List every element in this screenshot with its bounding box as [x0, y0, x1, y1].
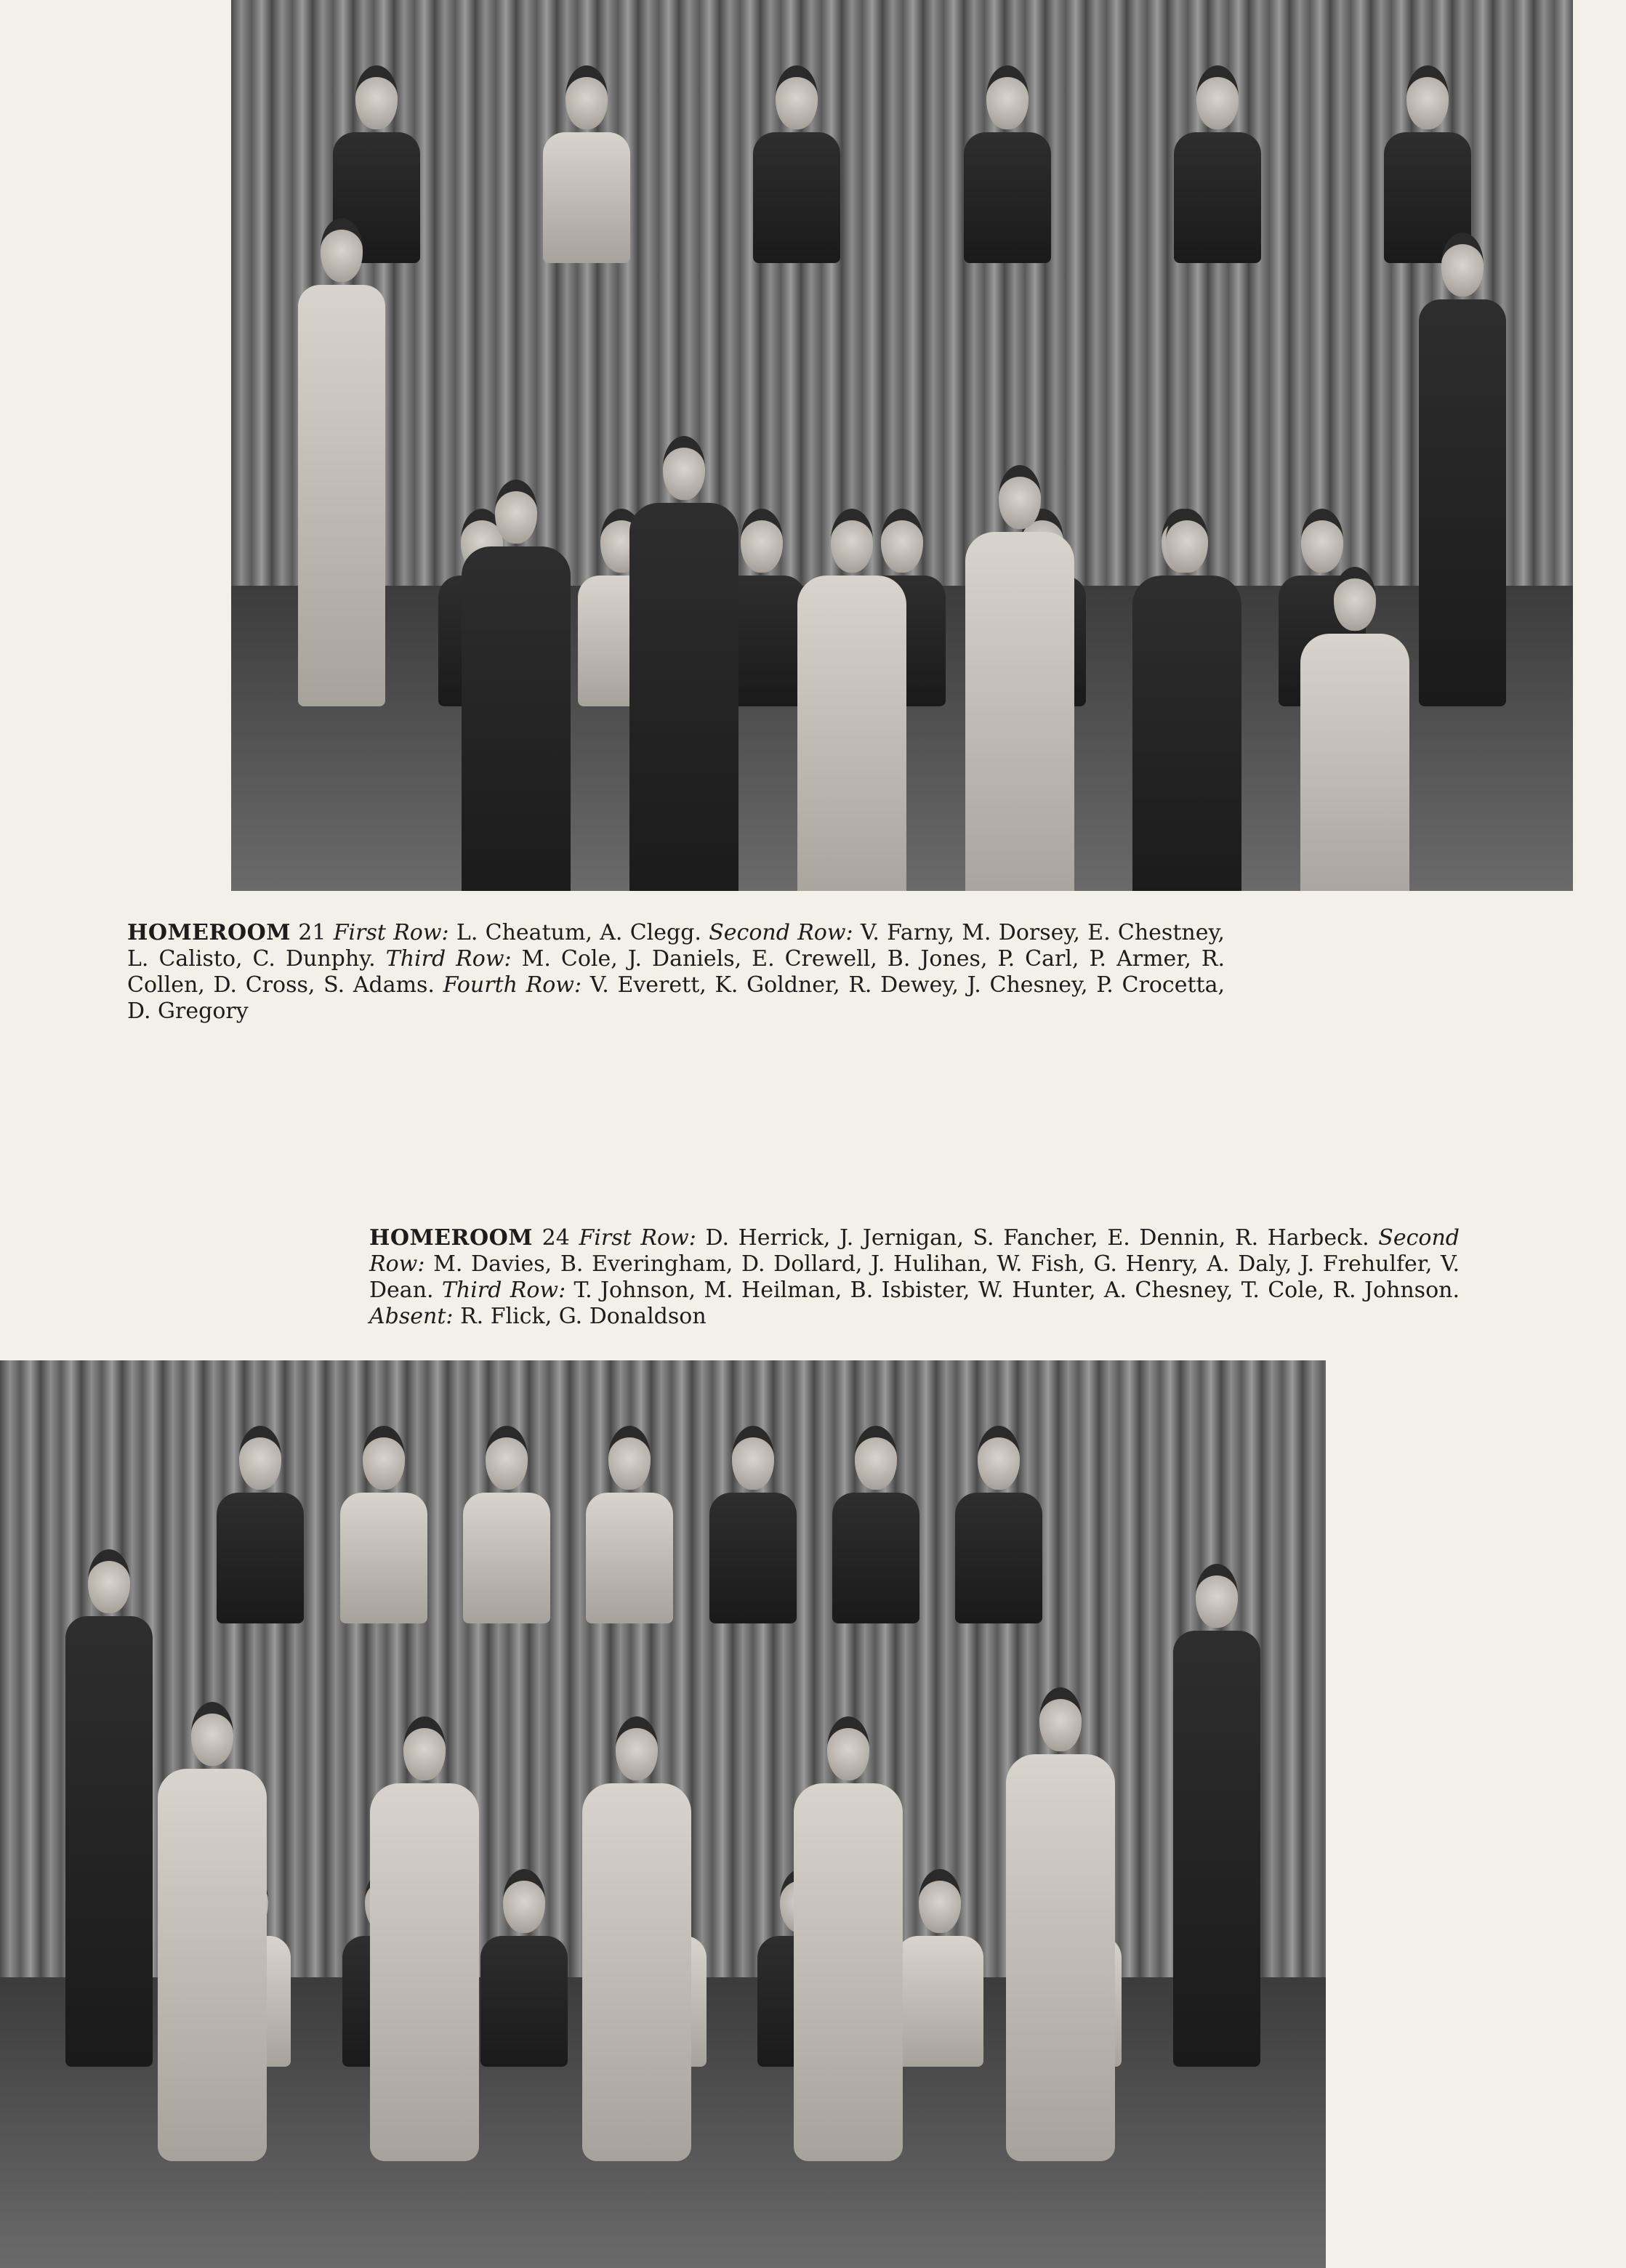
homeroom-number: 24	[542, 1225, 570, 1251]
photo-front-row	[106, 1687, 1167, 2161]
row-names: D. Herrick, J. Jernigan, S. Fancher, E. Dennin, R. Harbeck.	[705, 1225, 1369, 1251]
row-names: R. Flick, G. Donaldson	[460, 1304, 707, 1329]
row-label: Third Row:	[385, 946, 512, 972]
student	[158, 1702, 267, 2161]
row-label: First Row:	[579, 1225, 696, 1251]
student	[1132, 509, 1241, 891]
student	[298, 218, 385, 706]
row-names: V. Farny, M. Dorsey, E. Chestney, L. Calisto, C. Dunphy.	[127, 920, 1225, 972]
student	[794, 1716, 903, 2161]
row-names: L. Cheatum, A. Clegg.	[456, 920, 701, 945]
student	[1006, 1687, 1115, 2161]
row-names: T. Johnson, M. Heilman, B. Isbister, W. Hunter, A. Chesney, T. Cole, R. Johnson.	[573, 1278, 1460, 1303]
row-names: V. Everett, K. Goldner, R. Dewey, J. Chesney, P. Crocetta, D. Gregory	[127, 972, 1225, 1024]
student	[629, 436, 738, 891]
row-label: First Row:	[333, 920, 449, 945]
homeroom-24-caption	[369, 1225, 1460, 1330]
row-names: M. Cole, J. Daniels, E. Crewell, B. Jones, P. Carl, P. Armer, R. Collen, D. Cross, S. Adams.	[127, 946, 1225, 998]
row-label: Third Row:	[441, 1278, 566, 1303]
photo-front-row	[432, 436, 1439, 891]
homeroom-21-caption	[127, 920, 1225, 1025]
student	[582, 1716, 691, 2161]
student	[1300, 567, 1409, 891]
homeroom-21-photo	[231, 0, 1573, 891]
student	[462, 480, 571, 891]
student	[370, 1716, 479, 2161]
row-label: Second Row:	[709, 920, 853, 945]
student	[797, 509, 906, 891]
row-names: M. Davies, B. Everingham, D. Dollard, J. Hulihan, W. Fish, G. Henry, A. Daly, J. Frehulfer, V. Dean.	[369, 1251, 1460, 1303]
homeroom-title: HOMEROOM	[369, 1225, 533, 1251]
homeroom-title: HOMEROOM	[127, 920, 291, 945]
student	[1173, 1564, 1260, 2067]
student	[965, 465, 1074, 891]
homeroom-number: 21	[298, 920, 326, 945]
row-label: Second Row:	[369, 1225, 1460, 1277]
homeroom-24-photo	[0, 1360, 1326, 2268]
row-label: Fourth Row:	[443, 972, 582, 998]
row-label: Absent:	[369, 1304, 454, 1329]
